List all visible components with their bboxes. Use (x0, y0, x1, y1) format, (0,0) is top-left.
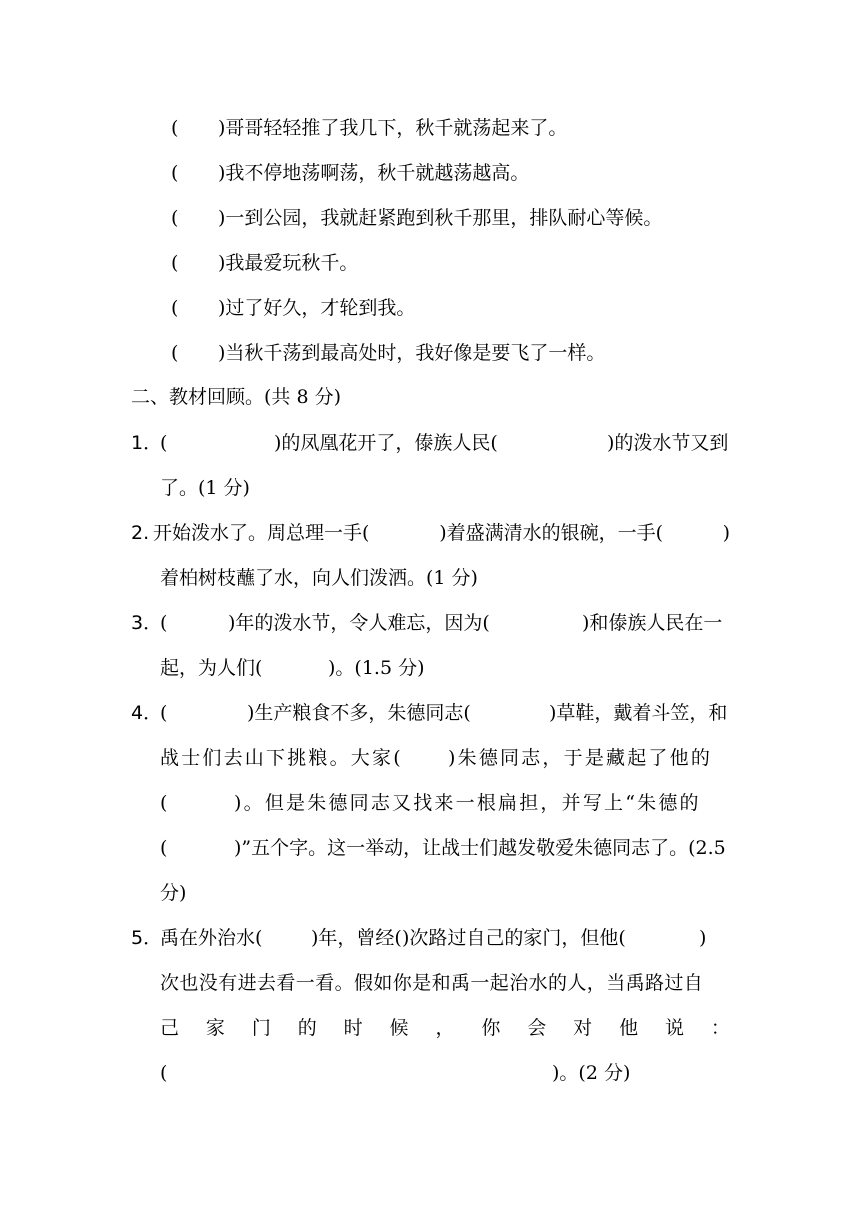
ordering-item (171, 116, 567, 140)
question-text: 开始泼水了。周总理一手( (152, 522, 370, 544)
question-text: )次路过自己的家门，但他( (402, 927, 626, 949)
question-text: )生产粮食不多，朱德同志( (247, 702, 471, 724)
question-text: )着盛满清水的银碗，一手( (439, 522, 664, 544)
question-number: 5． (131, 927, 163, 949)
question-5 (131, 926, 730, 950)
ordering-item-text: )哥哥轻轻推了我几下，秋千就荡起来了。 (218, 117, 568, 139)
ordering-item-text: )我最爱玩秋千。 (218, 252, 359, 274)
answer-blank[interactable]: ( (160, 612, 168, 634)
question-char: 门 (251, 1017, 271, 1039)
ordering-item-text: )当秋千荡到最高处时，我好像是要飞了一样。 (218, 342, 606, 364)
question-char: 时 (343, 1017, 363, 1039)
answer-blank[interactable]: ) (722, 522, 730, 544)
question-text: )年，曾经( (311, 927, 402, 949)
question-char: 的 (297, 1017, 317, 1039)
question-4-line2 (160, 746, 730, 770)
question-5-line4 (160, 1061, 630, 1085)
question-3 (131, 611, 730, 635)
ordering-item-text: )我不停地荡啊荡，秋千就越荡越高。 (218, 162, 530, 184)
answer-blank[interactable]: ( (171, 252, 179, 274)
question-number: 3． (131, 612, 163, 634)
question-1 (131, 431, 730, 455)
answer-blank[interactable]: ( (171, 297, 179, 319)
answer-blank[interactable]: ) (699, 927, 707, 949)
question-text: 起，为人们( (160, 657, 263, 679)
answer-blank[interactable]: ( (171, 162, 179, 184)
question-text: 分) (160, 882, 187, 904)
question-number: 1． (131, 432, 163, 454)
question-char: 说 (664, 1017, 684, 1039)
question-text: 禹在外治水( (160, 927, 263, 949)
question-char: 己 (160, 1017, 180, 1039)
question-4 (131, 701, 730, 725)
question-text: )的泼水节又到 (607, 432, 729, 454)
question-number: 2. (131, 522, 150, 544)
ordering-item-text: )一到公园，我就赶紧跑到秋千那里，排队耐心等候。 (218, 207, 663, 229)
question-char: 会 (527, 1017, 547, 1039)
section-heading: 二、教材回顾。(共 8 分) (131, 386, 341, 408)
ordering-item (171, 206, 662, 230)
question-text: )朱德同志，于是藏起了他的 (448, 747, 713, 769)
question-text: )。但是朱德同志又找来一根扁担，并写上“朱德的 (234, 792, 701, 814)
question-4-line4 (160, 836, 726, 860)
answer-blank[interactable]: ( (160, 702, 168, 724)
question-char: ： (710, 1017, 730, 1039)
answer-blank[interactable]: ( (171, 117, 179, 139)
answer-blank[interactable]: ( (160, 837, 168, 859)
question-char: 你 (481, 1017, 501, 1039)
question-3-line2 (160, 656, 425, 680)
question-char: 候 (389, 1017, 409, 1039)
ordering-item (171, 296, 415, 320)
question-text: 着柏树枝蘸了水，向人们泼洒。(1 分) (160, 567, 478, 589)
question-text: )”五个字。这一举动，让战士们越发敬爱朱德同志了。(2.5 (234, 837, 726, 859)
question-char: 对 (573, 1017, 593, 1039)
answer-blank[interactable]: ( (171, 342, 179, 364)
question-text: 战士们去山下挑粮。大家( (160, 747, 403, 769)
answer-blank[interactable]: ( (160, 432, 168, 454)
ordering-item (171, 341, 605, 365)
question-text: )和傣族人民在一 (582, 612, 723, 634)
question-char: 他 (619, 1017, 639, 1039)
answer-blank[interactable]: ( (171, 207, 179, 229)
question-text: )的凤凰花开了，傣族人民( (274, 432, 498, 454)
ordering-item (171, 161, 529, 185)
question-5-line3 (160, 1016, 730, 1040)
question-text: 次也没有进去看一看。假如你是和禹一起治水的人，当禹路过自 (160, 972, 704, 994)
question-text: )。(2 分) (552, 1062, 631, 1084)
ordering-item-text: )过了好久，才轮到我。 (218, 297, 416, 319)
question-char: 家 (205, 1017, 225, 1039)
answer-blank[interactable]: ( (160, 792, 168, 814)
question-text: )。(1.5 分) (328, 657, 425, 679)
question-2 (131, 521, 730, 545)
answer-blank[interactable]: ( (160, 1062, 168, 1084)
question-4-line3 (160, 791, 730, 815)
ordering-item (171, 251, 358, 275)
question-text: 了。(1 分) (160, 477, 250, 499)
question-text: )年的泼水节，令人难忘，因为( (228, 612, 490, 634)
question-number: 4． (131, 702, 163, 724)
question-text: )草鞋，戴着斗笠，和 (549, 702, 728, 724)
question-char: ， (435, 1017, 455, 1039)
